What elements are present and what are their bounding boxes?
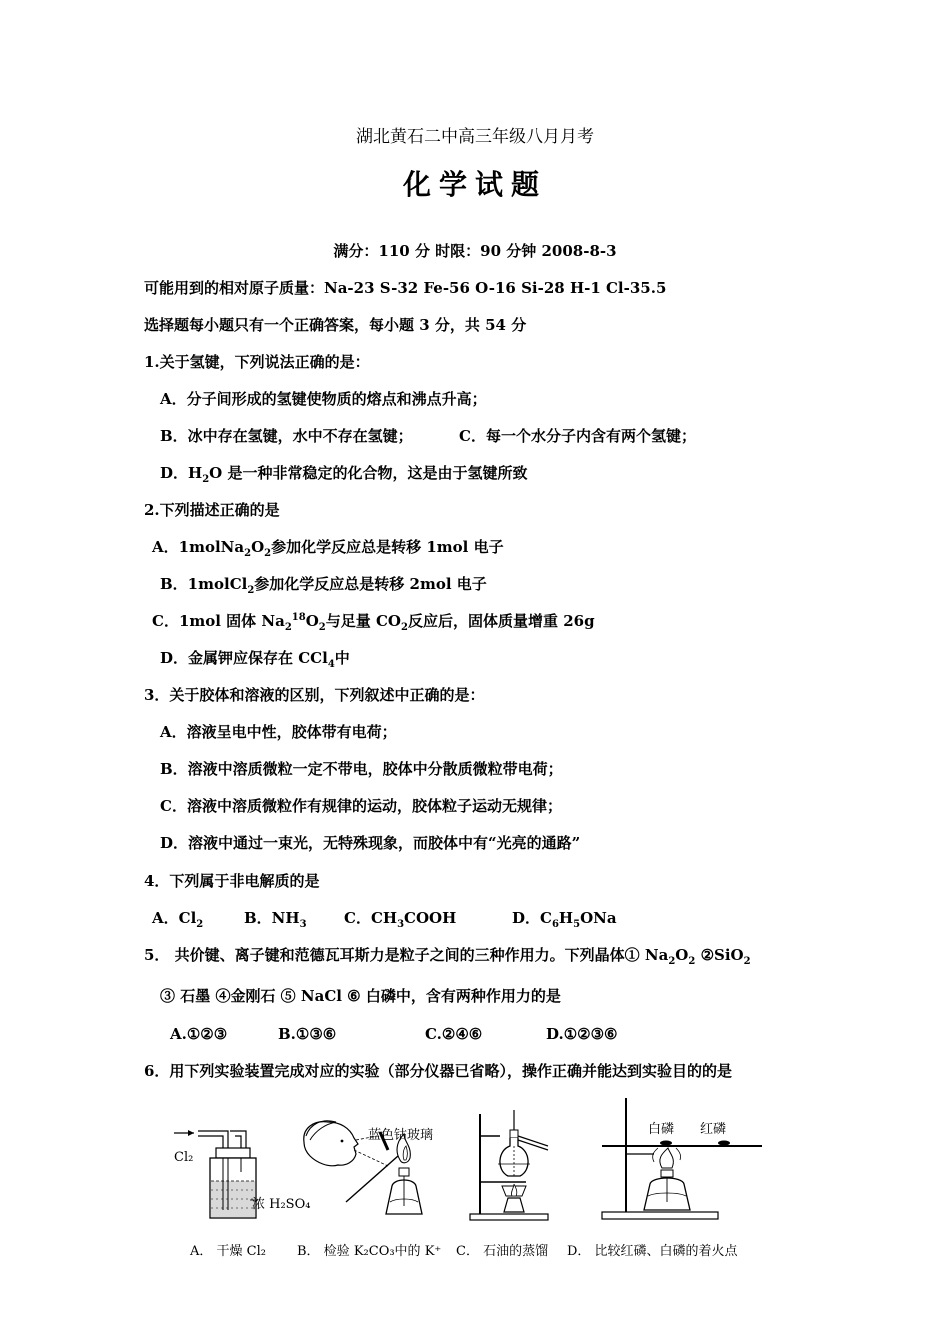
q4-option-b: B．$NH_3$ bbox=[244, 909, 307, 930]
q1-option-a: A．分子间形成的氢键使物质的熔点和沸点升高； bbox=[160, 390, 487, 408]
q3-stem: 3．关于胶体和溶液的区别，下列叙述中正确的是： bbox=[144, 686, 485, 704]
q1-option-b: B．冰中存在氢键，水中不存在氢键； bbox=[160, 427, 413, 445]
figure-c-caption: C． 石油的蒸馏 bbox=[456, 1244, 549, 1259]
q2-option-c: C．1mol 固体 $Na_2^{18}O_2$与足量 $CO_2$反应后，固体质量增重 26g bbox=[152, 612, 595, 633]
q2-option-a: A．$1molNa_2O_2$参加化学反应总是转移 1mol 电子 bbox=[152, 538, 504, 559]
figure-a-caption: A． 干燥 Cl₂ bbox=[190, 1244, 266, 1259]
figure-c-distillation bbox=[466, 1106, 556, 1224]
q5-option-d: D.①②③⑥ bbox=[546, 1025, 618, 1043]
figure-d-caption: D． 比较红磷、白磷的着火点 bbox=[567, 1244, 738, 1259]
q3-option-a: A．溶液呈电中性，胶体带有电荷； bbox=[160, 723, 397, 741]
instructions-line: 选择题每小题只有一个正确答案，每小题 3 分，共 54 分 bbox=[144, 316, 527, 334]
q5-option-b: B.①③⑥ bbox=[278, 1025, 337, 1043]
q5-option-c: C.②④⑥ bbox=[425, 1025, 483, 1043]
q1-stem: 1.关于氢键，下列说法正确的是： bbox=[144, 353, 370, 371]
figure-a-label-acid: 浓 H₂SO₄ bbox=[252, 1197, 311, 1212]
q3-option-d: D．溶液中通过一束光，无特殊现象，而胶体中有“光亮的通路” bbox=[160, 834, 581, 852]
q1-option-c: C．每一个水分子内含有两个氢键； bbox=[459, 427, 696, 445]
subject-title: 化学试题 bbox=[402, 168, 547, 201]
figure-d-phosphorus bbox=[598, 1096, 770, 1224]
q4-option-a: A．$Cl_2$ bbox=[152, 909, 204, 930]
q1-option-d: D．$H_2O$ 是一种非常稳定的化合物，这是由于氢键所致 bbox=[160, 464, 528, 485]
q3-option-c: C．溶液中溶质微粒作有规律的运动，胶体粒子运动无规律； bbox=[160, 797, 562, 815]
exam-meta: 满分：110 分 时限：90 分钟 2008-8-3 bbox=[333, 242, 617, 260]
q4-option-d: D．$C_6H_5ONa$ bbox=[512, 909, 617, 930]
figure-d-label-red: 红磷 bbox=[700, 1122, 727, 1137]
q5-stem-line1: 5． 共价键、离子键和范德瓦耳斯力是粒子之间的三种作用力。下列晶体① $Na_2O_2$ ②SiO$_2$ bbox=[144, 946, 751, 967]
q2-option-b: B．1molCl$_2$参加化学反应总是转移 2mol 电子 bbox=[160, 575, 487, 596]
q5-stem-line2: ③ 石墨 ④金刚石 ⑤ NaCl ⑥ 白磷中，含有两种作用力的是 bbox=[160, 987, 561, 1005]
atomic-mass-line: 可能用到的相对原子质量：Na-23 S-32 Fe-56 O-16 Si-28 H-1 Cl-35.5 bbox=[144, 279, 667, 297]
q4-stem: 4．下列属于非电解质的是 bbox=[144, 872, 320, 890]
q2-stem: 2.下列描述正确的是 bbox=[144, 501, 280, 519]
q6-stem: 6．用下列实验装置完成对应的实验（部分仪器已省略），操作正确并能达到实验目的的是 bbox=[144, 1062, 732, 1080]
q3-option-b: B．溶液中溶质微粒一定不带电，胶体中分散质微粒带电荷； bbox=[160, 760, 563, 778]
figure-b-caption: B． 检验 K₂CO₃中的 K⁺ bbox=[297, 1244, 442, 1259]
q2-option-d: D．金属钾应保存在 CCl$_4$中 bbox=[160, 649, 350, 670]
q5-option-a: A.①②③ bbox=[170, 1025, 228, 1043]
figure-a-label-cl2: Cl₂ bbox=[174, 1150, 194, 1165]
school-title: 湖北黄石二中高三年级八月月考 bbox=[356, 127, 594, 147]
figure-b-label-glass: 蓝色钴玻璃 bbox=[368, 1128, 434, 1143]
figure-d-label-white: 白磷 bbox=[648, 1122, 675, 1137]
q4-option-c: C．$CH_3COOH$ bbox=[344, 909, 457, 930]
